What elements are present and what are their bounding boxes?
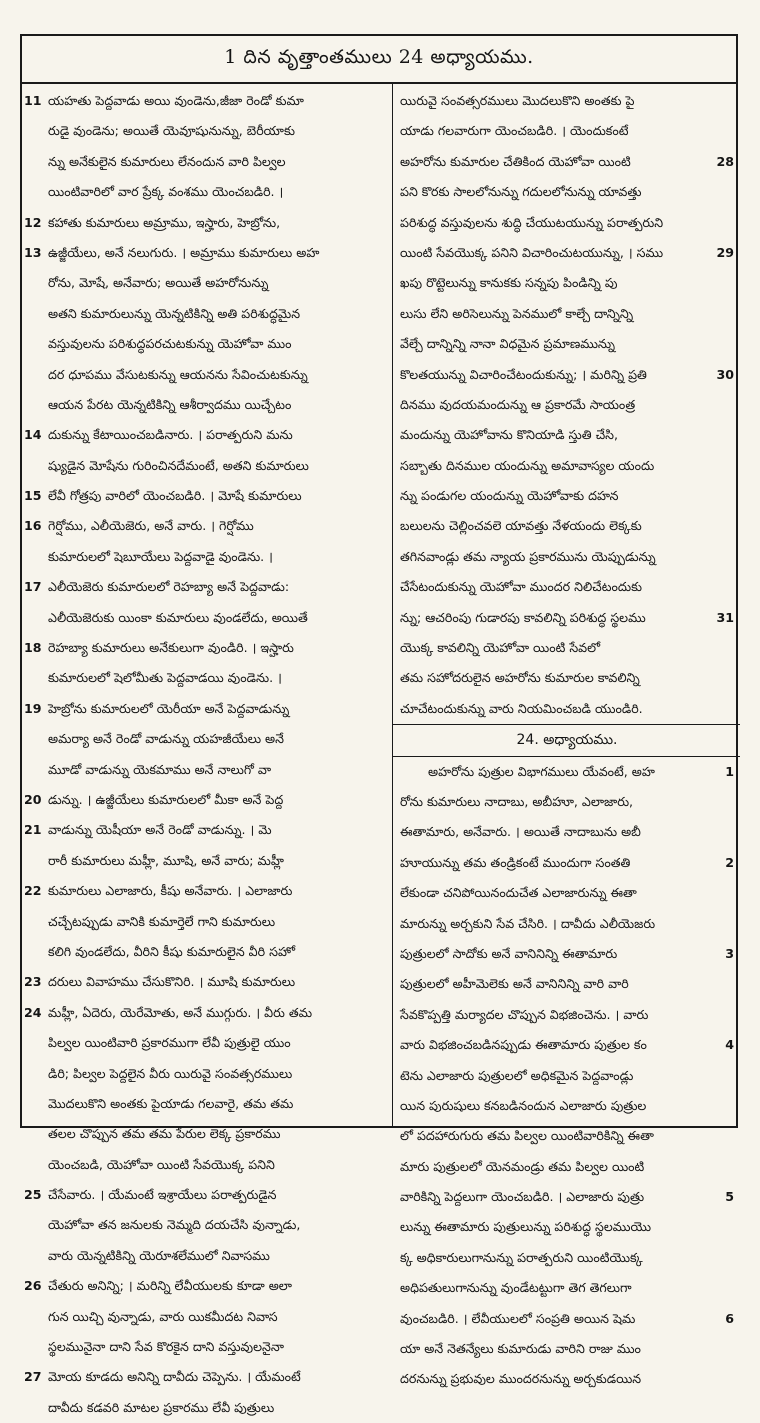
text-line <box>400 86 734 116</box>
line-text: మోయ కూడదు అనిన్ని దావీదు చెప్పెను. । యేమంటే <box>48 1369 301 1385</box>
verse-number: 6 <box>725 1310 734 1326</box>
line-text: దావీదు కడవరి మాటల ప్రకారము లేవీ పుత్రులు <box>48 1399 275 1415</box>
line-text: అహరోను కుమారుల చేతికింద యెహోవా యింటి <box>400 153 631 169</box>
text-line <box>400 1000 734 1030</box>
text-line <box>24 572 386 602</box>
text-line <box>24 785 386 815</box>
line-text: టెను ఎలాజారు పుత్రులలో అధికమైన పెద్దవాండ్లు <box>400 1067 634 1083</box>
text-line <box>24 299 386 329</box>
verse-number: 3 <box>725 945 734 961</box>
verse-number: 31 <box>716 609 734 625</box>
line-text: పరిశుద్ధ వస్తువులను శుద్ధి చేయుటయున్ను పరాత్పరుని <box>400 214 664 230</box>
text-line <box>400 329 734 359</box>
line-text: తగినవాండ్లు తమ న్యాయ ప్రకారమును యెప్పుడున్ను <box>400 548 656 564</box>
line-text: డిరి; పిల్వల పెద్దలైన వీరు యిరువై సంవత్సరములు <box>48 1065 293 1081</box>
verse-number: 21 <box>24 822 42 838</box>
line-text: అధిపతులుగానున్ను వుండేటట్టుగా తెగ తెగలుగా <box>400 1280 632 1296</box>
line-text: కహాతు కుమారులు అమ్రాము, ఇస్హారు, హెబ్రోను, <box>48 214 281 230</box>
text-line <box>24 724 386 754</box>
line-text: ఖపు రొట్టెలున్ను కానుకకు సన్నపు పిండిన్ని పు <box>400 275 618 291</box>
text-line <box>24 907 386 937</box>
line-text: యిన పురుషులు కనబడినందున ఎలాజారు పుత్రుల <box>400 1097 647 1113</box>
text-line <box>24 1180 386 1210</box>
line-text: ఆయన పేరట యెన్నటికిన్ని ఆశీర్వాదము యిచ్చేటం <box>48 396 292 412</box>
text-line <box>24 1089 386 1119</box>
text-line <box>24 876 386 906</box>
line-text: వారికిన్ని పెద్దలుగా యెంచబడిరి. । ఎలాజారు పుత్రు <box>400 1189 645 1205</box>
verse-number: 12 <box>24 214 42 230</box>
text-line <box>400 1091 734 1121</box>
line-text: వాడున్ను యెషీయా అనే రెండో వాడున్ను. । మె <box>48 822 272 838</box>
text-line <box>24 1271 386 1301</box>
text-line <box>400 1212 734 1242</box>
text-line <box>24 147 386 177</box>
line-text: స్థలమునైనా దాని సేవ కొరకైన దాని వస్తువులనైనా <box>48 1339 284 1355</box>
text-line <box>400 299 734 329</box>
line-text: సేవకొప్పత్తి మర్యాదల చొప్పున విభజించెను. । వారు <box>400 1006 649 1022</box>
line-text: న్ను పండుగల యందున్ను యెహోవాకు దహన <box>400 488 619 504</box>
text-line <box>24 663 386 693</box>
text-line <box>400 238 734 268</box>
text-line <box>24 937 386 967</box>
line-text: దరులు వివాహము చేసుకొనిరి. । మూషి కుమారులు <box>48 974 296 990</box>
line-text: హెబ్రోను కుమారులలో యెరీయా అనే పెద్దవాడున్ను <box>48 700 290 716</box>
text-line <box>400 420 734 450</box>
text-line <box>400 939 734 969</box>
running-title: 1 దిన వృత్తాంతములు 24 అధ్యాయము. <box>224 45 534 68</box>
line-text: వుంచబడిరి. । లేవీయులలో సంప్రతి అయిన షెమ <box>400 1310 636 1326</box>
text-line <box>24 329 386 359</box>
chapter-heading: 24. అధ్యాయము. <box>516 732 618 749</box>
line-text: కుమారులలో షెలోమీతు పెద్దవాడయి వుండెను. । <box>48 670 282 686</box>
line-text: చూచేటందుకున్ను వారు నియమించబడి యుండిరి. <box>400 700 643 716</box>
line-text: గెర్షోము, ఎలీయెజెరు, అనే వారు. । గెర్షోము <box>48 518 254 534</box>
line-text: యహతు పెద్దవాడు అయి వుండెను,జీజా రెండో కుమా <box>48 93 304 108</box>
text-line <box>24 1302 386 1332</box>
line-text: ష్యుడైన మోషేను గురించినదేమంటే, అతని కుమారులు <box>48 457 309 473</box>
verse-number: 1 <box>725 763 734 779</box>
text-line <box>400 757 734 787</box>
text-line <box>400 969 734 999</box>
line-text: మారు పుత్రులలో యెనమండ్రు తమ పిల్వల యింటి <box>400 1158 645 1174</box>
text-line <box>24 511 386 541</box>
text-line <box>400 1061 734 1091</box>
line-text: మూడో వాడున్ను యెకమాము అనే నాలుగో వా <box>48 761 272 777</box>
line-text: తలల చొప్పున తమ తమ పేరుల లెక్క ప్రకారము <box>48 1126 281 1142</box>
text-line <box>24 967 386 997</box>
text-line <box>24 542 386 572</box>
line-text: కలిగి వుండలేదు, వీరిని కీషు కుమారులైన వీరి సహో <box>48 943 296 959</box>
text-line <box>24 1119 386 1149</box>
verse-number: 28 <box>716 153 734 169</box>
line-text: దుకున్ను కేటాయించబడినారు. । పరాత్పరుని మను <box>48 427 293 443</box>
text-line <box>400 511 734 541</box>
line-text: బలులను చెల్లించవలె యావత్తు నేళయందు లెక్కకు <box>400 518 642 534</box>
text-line <box>24 998 386 1028</box>
verse-number: 17 <box>24 579 42 595</box>
line-text: కుమారులు ఎలాజారు, కీషు అనేవారు. । ఎలాజారు <box>48 883 293 899</box>
line-text: హూయున్ను తమ తండ్రికంటే ముందుగా సంతతి <box>400 854 631 870</box>
line-text: అతని కుమారులున్ను యెన్నటికిన్ని అతి పరిశుద్ధమైన <box>48 305 301 321</box>
text-line <box>400 787 734 817</box>
line-text: కుమారులలో షెబూయేలు పెద్దవాడై వుండెను. । <box>48 548 273 564</box>
text-line <box>400 1152 734 1182</box>
verse-number: 24 <box>24 1004 42 1020</box>
text-line <box>24 481 386 511</box>
line-text: ఉజ్జీయేలు, అనే నలుగురు. । అమ్రాము కుమారులు అహ <box>48 244 320 260</box>
text-line <box>24 116 386 146</box>
text-line <box>400 116 734 146</box>
line-text: న్ను అనేకులైన కుమారులు లేనందున వారి పిల్వల <box>48 153 286 169</box>
text-line <box>24 603 386 633</box>
verse-number: 25 <box>24 1187 42 1203</box>
text-line <box>400 177 734 207</box>
verse-number: 30 <box>716 366 734 382</box>
line-text: కొలతయున్ను విచారించేటందుకున్ను; । మరిన్ని ప్రతి <box>400 366 647 382</box>
text-line <box>24 846 386 876</box>
text-line <box>24 86 386 116</box>
line-text: మందున్ను యెహోవాను కొనియాడి స్తుతి చేసి, <box>400 427 619 443</box>
text-line <box>400 878 734 908</box>
line-text: గున యిచ్చి వున్నాడు, వారు యికమీదట నివాస <box>48 1308 278 1324</box>
line-text: ఎలీయెజెరు కుమారులలో రెహబ్యా అనే పెద్దవాడు: <box>48 579 290 595</box>
line-text: సబ్బాతు దినముల యందున్ను అమావాస్యల యందు <box>400 457 655 473</box>
line-text: యొక్క కావలిన్ని యెహోవా యింటి సేవలో <box>400 640 601 656</box>
verse-number: 29 <box>716 244 734 260</box>
verse-number: 15 <box>24 488 42 504</box>
line-text: చచ్చేటప్పుడు వానికి కుమార్తెలే గాని కుమారులు <box>48 913 276 929</box>
line-text: చేసేవారు. । యేమంటే ఇశ్రాయేలు పరాత్పరుడైన <box>48 1187 277 1203</box>
text-line <box>400 817 734 847</box>
line-text: రారీ కుమారులు మహ్లీ, మూషి, అనే వారు; మహ్లీ <box>48 852 284 868</box>
line-text: పిల్వల యింటివారి ప్రకారముగా లేవీ పుత్రులై యుం <box>48 1035 291 1051</box>
verse-number: 22 <box>24 883 42 899</box>
text-line <box>400 603 734 633</box>
line-text: లున్ను ఈతామారు పుత్రులున్ను పరిశుద్ధ స్థలముయొ <box>400 1219 651 1235</box>
line-text: యిరువై సంవత్సరములు మొదలుకొని అంతకు పై <box>400 93 635 108</box>
text-line <box>24 1059 386 1089</box>
line-text: యెహోవా తన జనులకు నెమ్మది దయచేసి వున్నాడు, <box>48 1217 301 1233</box>
text-line <box>400 663 734 693</box>
text-line <box>24 755 386 785</box>
verse-number: 16 <box>24 518 42 534</box>
text-line <box>400 1182 734 1212</box>
text-line <box>400 481 734 511</box>
line-text: యింటి సేవయొక్క పనిని విచారించుటయున్ను, । సము <box>400 244 664 260</box>
line-text: వారు యెన్నటికిన్ని యెరూశలేములో నివాసము <box>48 1247 270 1263</box>
text-line <box>400 572 734 602</box>
line-text: మారున్ను అర్చకుని సేవ చేసిరి. । దావీదు ఎలీయెజరు <box>400 915 656 931</box>
line-text: దరనున్ను ప్రభువుల ముందరనున్ను అర్చకుడయిన <box>400 1371 642 1387</box>
line-text: దర ధూపము వేసుటకున్ను ఆయనను సేవించుటకున్ను <box>48 366 308 382</box>
page-header <box>22 36 736 84</box>
line-text: వేల్చే దాన్నిన్ని నానా విధమైన ప్రమాణమున్ను <box>400 336 615 352</box>
text-line <box>24 815 386 845</box>
line-text: దినము వుదయమందున్ను ఆ ప్రకారమే సాయంత్ర <box>400 396 636 412</box>
line-text: న్ను; ఆచరింపు గుడారపు కావలిన్ని పరిశుద్ధ స్థలము <box>400 609 646 625</box>
text-line <box>24 1028 386 1058</box>
line-text: రుడై వుండెను; అయితే యెవూషునున్ను, బెరీయాకు <box>48 123 295 139</box>
text-line <box>24 1241 386 1271</box>
text-line <box>24 360 386 390</box>
text-line <box>24 238 386 268</box>
text-line <box>400 147 734 177</box>
line-text: రెహబ్యా కుమారులు అనేకులుగా వుండిరి. । ఇస్హారు <box>48 640 294 656</box>
line-text: లో పదహారుగురు తమ పిల్వల యింటివారికిన్ని ఈతా <box>400 1128 654 1144</box>
text-line <box>24 451 386 481</box>
verse-number: 5 <box>725 1189 734 1205</box>
text-line <box>400 909 734 939</box>
text-line <box>400 1304 734 1334</box>
line-text: యెంచబడి, యెహోవా యింటి సేవయొక్క పనిని <box>48 1156 275 1172</box>
text-line <box>400 1121 734 1151</box>
line-text: రోను, మోషే, అనేవారు; అయితే అహరోనున్ను <box>48 275 269 291</box>
line-text: ఈతామారు, అనేవారు. । అయితే నాదాబును అబీ <box>400 824 641 840</box>
verse-number: 18 <box>24 640 42 656</box>
verse-number: 26 <box>24 1278 42 1294</box>
verse-number: 14 <box>24 427 42 443</box>
line-text: ఎలీయెజెరుకు యింకా కుమారులు వుండలేదు, అయితే <box>48 609 308 625</box>
text-line <box>400 1273 734 1303</box>
text-line <box>400 694 734 724</box>
text-line <box>400 1364 734 1394</box>
verse-number: 23 <box>24 974 42 990</box>
text-line <box>400 360 734 390</box>
verse-number: 19 <box>24 700 42 716</box>
line-text: లుసు లేని అరిసెలున్ను పెనములో కాల్చే దాన్నిన్ని <box>400 305 634 321</box>
text-line <box>24 1210 386 1240</box>
text-line <box>400 390 734 420</box>
verse-number: 13 <box>24 244 42 260</box>
line-text: రోను కుమారులు నాదాబు, అబీహూ, ఎలాజారు, <box>400 793 634 809</box>
page-frame <box>20 34 738 1415</box>
line-text: పుత్రులలో సాదోకు అనే వానినిన్ని ఈతామారు <box>400 945 618 961</box>
line-text: మహ్లీ, ఏదెరు, యెరేమోతు, అనే ముగ్గురు. । వీరు తమ <box>48 1004 313 1020</box>
text-line <box>24 420 386 450</box>
text-line <box>24 268 386 298</box>
text-line <box>400 1334 734 1364</box>
line-text: డున్ను. । ఉజ్జీయేలు కుమారులలో మీకా అనే పెద్ద <box>48 791 284 807</box>
line-text: మొదలుకొని అంతకు పైయాడు గలవారై, తమ తమ <box>48 1095 294 1111</box>
text-line <box>24 1393 386 1423</box>
column-divider <box>392 82 393 1128</box>
line-text: అహరోను పుత్రుల విభాగములు యేవంటే, అహ <box>428 763 655 779</box>
text-line <box>400 208 734 238</box>
line-text: యా అనే నెతన్యేలు కుమారుడు వారిని రాజు ముం <box>400 1341 641 1357</box>
text-line <box>24 208 386 238</box>
line-text: యాడు గలవారుగా యెంచబడిరి. । యెందుకంటే <box>400 123 629 139</box>
line-text: చేతురు అనిన్ని; । మరిన్ని లేవీయులకు కూడా అలా <box>48 1278 292 1294</box>
text-line <box>400 1030 734 1060</box>
line-text: క్క అధికారులుగానున్ను పరాత్పరుని యింటియొక్క <box>400 1249 643 1265</box>
text-line <box>24 633 386 663</box>
text-line <box>400 633 734 663</box>
line-text: చేసేటందుకున్ను యెహోవా ముందర నిలిచేటందుకు <box>400 579 643 595</box>
verse-number: 20 <box>24 791 42 807</box>
line-text: వస్తువులను పరిశుద్ధపరచుటకున్ను యెహోవా ముం <box>48 336 292 352</box>
text-line <box>24 390 386 420</box>
verse-number: 2 <box>725 854 734 870</box>
verse-number: 11 <box>24 93 42 108</box>
text-line <box>400 268 734 298</box>
verse-number: 4 <box>725 1037 734 1053</box>
text-line <box>400 542 734 572</box>
text-line <box>400 451 734 481</box>
right-column <box>400 86 734 1387</box>
line-text: పని కొరకు సాలలోనున్ను గదులలోనున్ను యావత్తు <box>400 184 642 200</box>
text-line <box>24 177 386 207</box>
line-text: అమర్యా అనే రెండో వాడున్ను యహజీయేలు అనే <box>48 731 284 747</box>
verse-number: 27 <box>24 1369 42 1385</box>
line-text: యింటివారిలో వార ప్రేక్క వంశము యెంచబడిరి. । <box>48 184 284 200</box>
text-line <box>24 1362 386 1392</box>
text-line <box>24 1332 386 1362</box>
line-text: వారు విభజించబడినప్పుడు ఈతామారు పుత్రుల కం <box>400 1037 647 1053</box>
text-line <box>400 848 734 878</box>
line-text: తమ సహోదరులైన అహరోను కుమారుల కావలిన్ని <box>400 670 640 686</box>
left-column <box>24 86 386 1415</box>
text-line <box>24 1150 386 1180</box>
text-line <box>24 694 386 724</box>
text-line <box>400 1243 734 1273</box>
line-text: లేకుండా చనిపోయినందుచేత ఎలాజారున్ను ఈతా <box>400 885 637 901</box>
line-text: పుత్రులలో అహీమెలెకు అనే వానినిన్ని వారి వారి <box>400 976 629 992</box>
line-text: లేవీ గోత్రపు వారిలో యెంచబడిరి. । మోషే కుమారులు <box>48 488 302 504</box>
